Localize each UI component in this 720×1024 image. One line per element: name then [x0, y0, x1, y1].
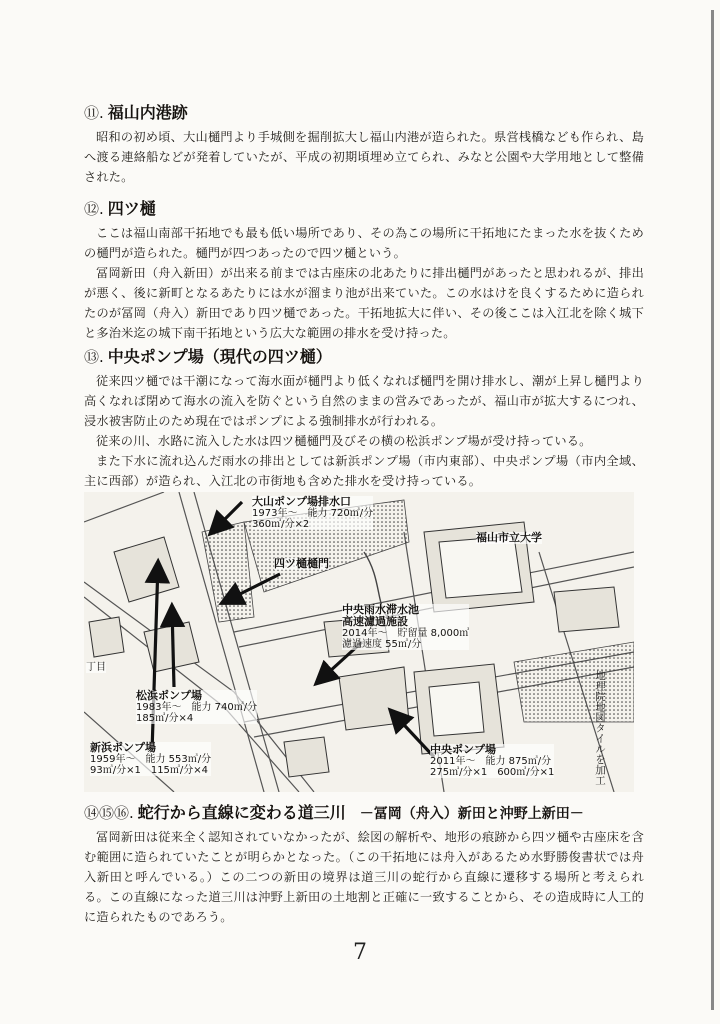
section-central-pump-station	[84, 344, 644, 491]
dotted-area-west	[202, 522, 254, 622]
section-heading	[84, 100, 644, 123]
paragraph: ここは福山南部干拓地でも最も低い場所であり、その為この場所に干拓地にたまった水を抜くための樋門が造られた。樋門が四つあったので四ツ樋という。	[84, 226, 644, 260]
label-yotsudoi-sluice: 四ツ樋樋門	[274, 557, 329, 570]
section-number: ⑬.	[84, 348, 104, 366]
paragraph: また下水に流れ込んだ雨水の排出としては新浜ポンプ場（市内東部）、中央ポンプ場（市内全域、主に西部）が造られ、入江北の市街地も含めた排水を受け持っている。	[84, 454, 644, 488]
paragraph: 昭和の初め頃、大山樋門より手城側を掘削拡大し福山内港が造られた。県営桟橋なども作られ、島へ渡る連絡船などが発着していたが、平成の初期頃埋め立てられ、みなと公園や大学用地として整備された。	[84, 130, 644, 184]
label-shinhama-pump: 新浜ポンプ場 1959年～ 能力 553㎥/分 93㎥/分×1 115㎥/分×4	[90, 741, 212, 776]
label-matsuhama-pump: 松浜ポンプ場 1983年～ 能力 740㎥/分 185㎥/分×4	[136, 689, 258, 724]
section-title: 四ツ樋	[107, 199, 156, 218]
section-title: 福山内港跡	[107, 103, 188, 122]
area-map-figure	[84, 492, 634, 792]
page-edge-shadow	[711, 10, 714, 1010]
map-credit: 地理院地図タイルを加工	[594, 670, 606, 786]
section-heading	[84, 196, 644, 219]
section-subtitle: －冨岡（舟入）新田と沖野上新田－	[359, 806, 584, 822]
paragraph: 従来四ツ樋では干潮になって海水面が樋門より低くなれば樋門を開け排水し、潮が上昇し樋門より高くなれば閉めて海水の流入を防ぐという自然のままの営みであったが、福山市が拡大するにつれ、浸水被害防止のため現在ではポンプによる強制排水が行われる。	[84, 374, 644, 428]
paragraph: 従来の川、水路に流入した水は四ツ樋樋門及びその横の松浜ポンプ場が受け持っている。	[96, 434, 592, 448]
section-number: ⑪.	[84, 104, 104, 122]
section-heading	[84, 800, 644, 823]
section-number: ⑫.	[84, 200, 104, 218]
section-title: 中央ポンプ場（現代の四ツ樋）	[107, 347, 332, 366]
section-yotsudoi	[84, 196, 644, 343]
section-number: ⑭⑮⑯.	[84, 804, 134, 822]
section-dosan-river	[84, 800, 644, 927]
section-heading	[84, 344, 644, 367]
section-title: 蛇行から直線に変わる道三川	[137, 803, 346, 822]
section-fukuyama-inner-port	[84, 100, 644, 187]
paragraph: 冨岡新田（舟入新田）が出来る前までは古座床の北あたりに排出樋門があったと思われるが、排出が悪く、後に新町となるあたりには水が溜まり池が出来ていた。この水はけを良くするために造られたのが冨岡（舟入）新田であり四ツ樋であった。干拓地拡大に伴い、その後ここは入江北を除く城下と多治米迄の城下南干拓地という広大な範囲の排水を受け持った。	[84, 266, 644, 340]
label-central-reservoir: 中央雨水滞水池 高速濾過施設 2014年～ 貯留量 8,000㎥ 濾過速度 55㎥/分	[342, 603, 470, 650]
label-oyama-pump-outlet: 大山ポンプ場排水口 1973年～ 能力 720㎥/分 360㎥/分×2	[252, 495, 374, 530]
paragraph: 冨岡新田は従来全く認知されていなかったが、絵図の解析や、地形の痕跡から四ツ樋や古座床を含む範囲に造られていたことが明らかとなった。（この干拓地には舟入があるため水野勝俊書状では舟入新田と呼んでいる。）この二つの新田の境界は道三川の蛇行から直線に遷移する場所と考えられる。この直線になった道三川は沖野上新田の土地割と正確に一致することから、その造成時に人工的に造られたものであろう。	[84, 830, 644, 924]
page-number: 7	[353, 940, 367, 965]
label-central-pump: 中央ポンプ場 2011年～ 能力 875㎥/分 275㎥/分×1 600㎥/分×1	[430, 743, 555, 778]
label-university: 福山市立大学	[476, 531, 542, 544]
dotted-area-east	[514, 642, 634, 722]
label-chome: 丁目	[86, 662, 106, 673]
